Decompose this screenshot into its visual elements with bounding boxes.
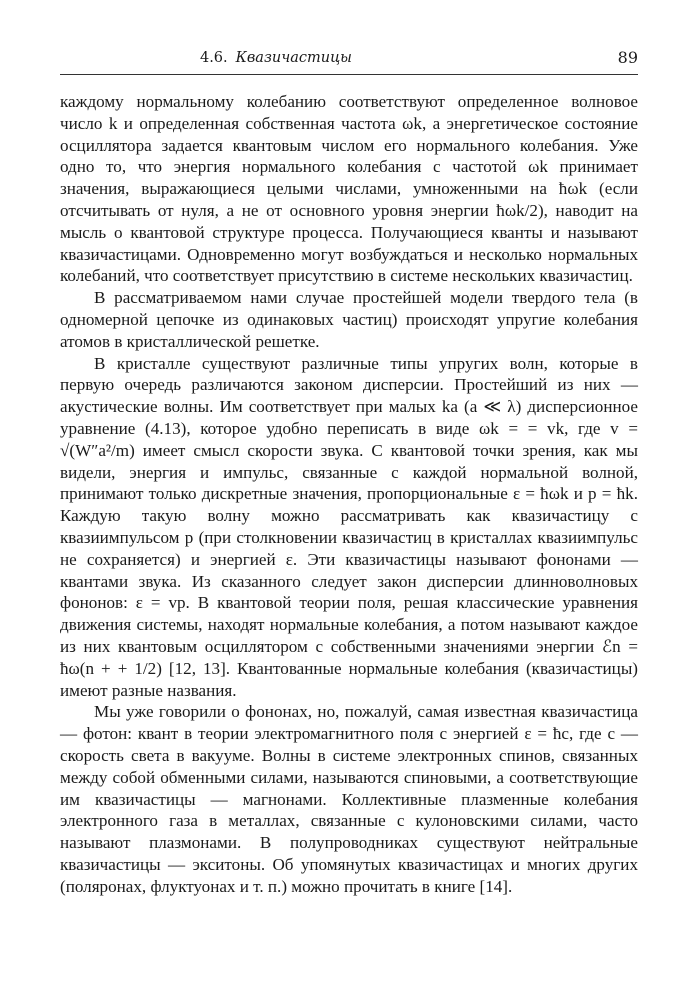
section-title: Квазичастицы <box>235 50 352 66</box>
section-heading <box>200 50 352 66</box>
body-text <box>60 91 638 897</box>
running-header <box>60 44 638 75</box>
paragraph-1: каждому нормальному колебанию соответствуют определенное волновое число k и определенная собственная частота ωk, а энергетическое состояние осциллятора задается квантовым числом его нормального колебания. Уже одно то, что энергия нормального колебания с частотой ωk принимает значения, выражающиеся целыми числами, умноженными на ħωk (если отсчитывать от нуля, а не от основного уровня энергии ħωk/2), наводит на мысль о квантовой структуре процесса. Получающиеся кванты и называют квазичастицами. Одновременно могут возбуждаться и несколько нормальных колебаний, что соответствует присутствию в системе нескольких квазичастиц. <box>60 92 638 286</box>
page-number: 89 <box>617 48 638 67</box>
section-number: 4.6. <box>199 50 228 66</box>
paragraph-4: Мы уже говорили о фононах, но, пожалуй, самая известная квазичастица — фотон: квант в теории электромагнитного поля с энергией ε = ħc, где c — скорость света в вакууме. Волны в системе электронных спинов, связанных между собой обменными силами, называются спиновыми, а соответствующие им квазичастицы — магнонами. Коллективные плазменные колебания электронного газа в металлах, связанные с кулоновскими силами, часто называют плазмонами. В полупроводниках существуют нейтральные квазичастицы — экситоны. Об упомянутых квазичастицах и многих других (поляронах, флуктуонах и т. п.) можно прочитать в книге [14]. <box>60 702 638 896</box>
paragraph-2: В рассматриваемом нами случае простейшей модели твердого тела (в одномерной цепочке из одинаковых частиц) происходят упругие колебания атомов в кристаллической решетке. <box>60 288 638 351</box>
paragraph-3: В кристалле существуют различные типы упругих волн, которые в первую очередь различаются законом дисперсии. Простейший из них — акустические волны. Им соответствует при малых ka (a ≪ λ) дисперсионное уравнение (4.13), которое удобно переписать в виде ωk = = vk, где v = √(W″a²/m) имеет смысл скорости звука. С квантовой точки зрения, как мы видели, энергия и импульс, связанные с каждой нормальной волной, принимают только дискретные значения, пропорциональные ε = ħωk и p = ħk. Каждую такую волну можно рассматривать как квазичастицу с квазиимпульсом p (при столкновении квазичастиц в кристаллах квазиимпульс не сохраняется) и энергией ε. Эти квазичастицы называют фононами — квантами звука. Из сказанного следует закон дисперсии длинноволновых фононов: ε = vp. В квантовой теории поля, решая классические уравнения движения системы, находят нормальные колебания, а потом называют каждое из них квантовым осциллятором с собственными значениями энергии ℰn = ħω(n + + 1/2) [12, 13]. Квантованные нормальные колебания (квазичастицы) имеют разные названия. <box>60 353 638 700</box>
